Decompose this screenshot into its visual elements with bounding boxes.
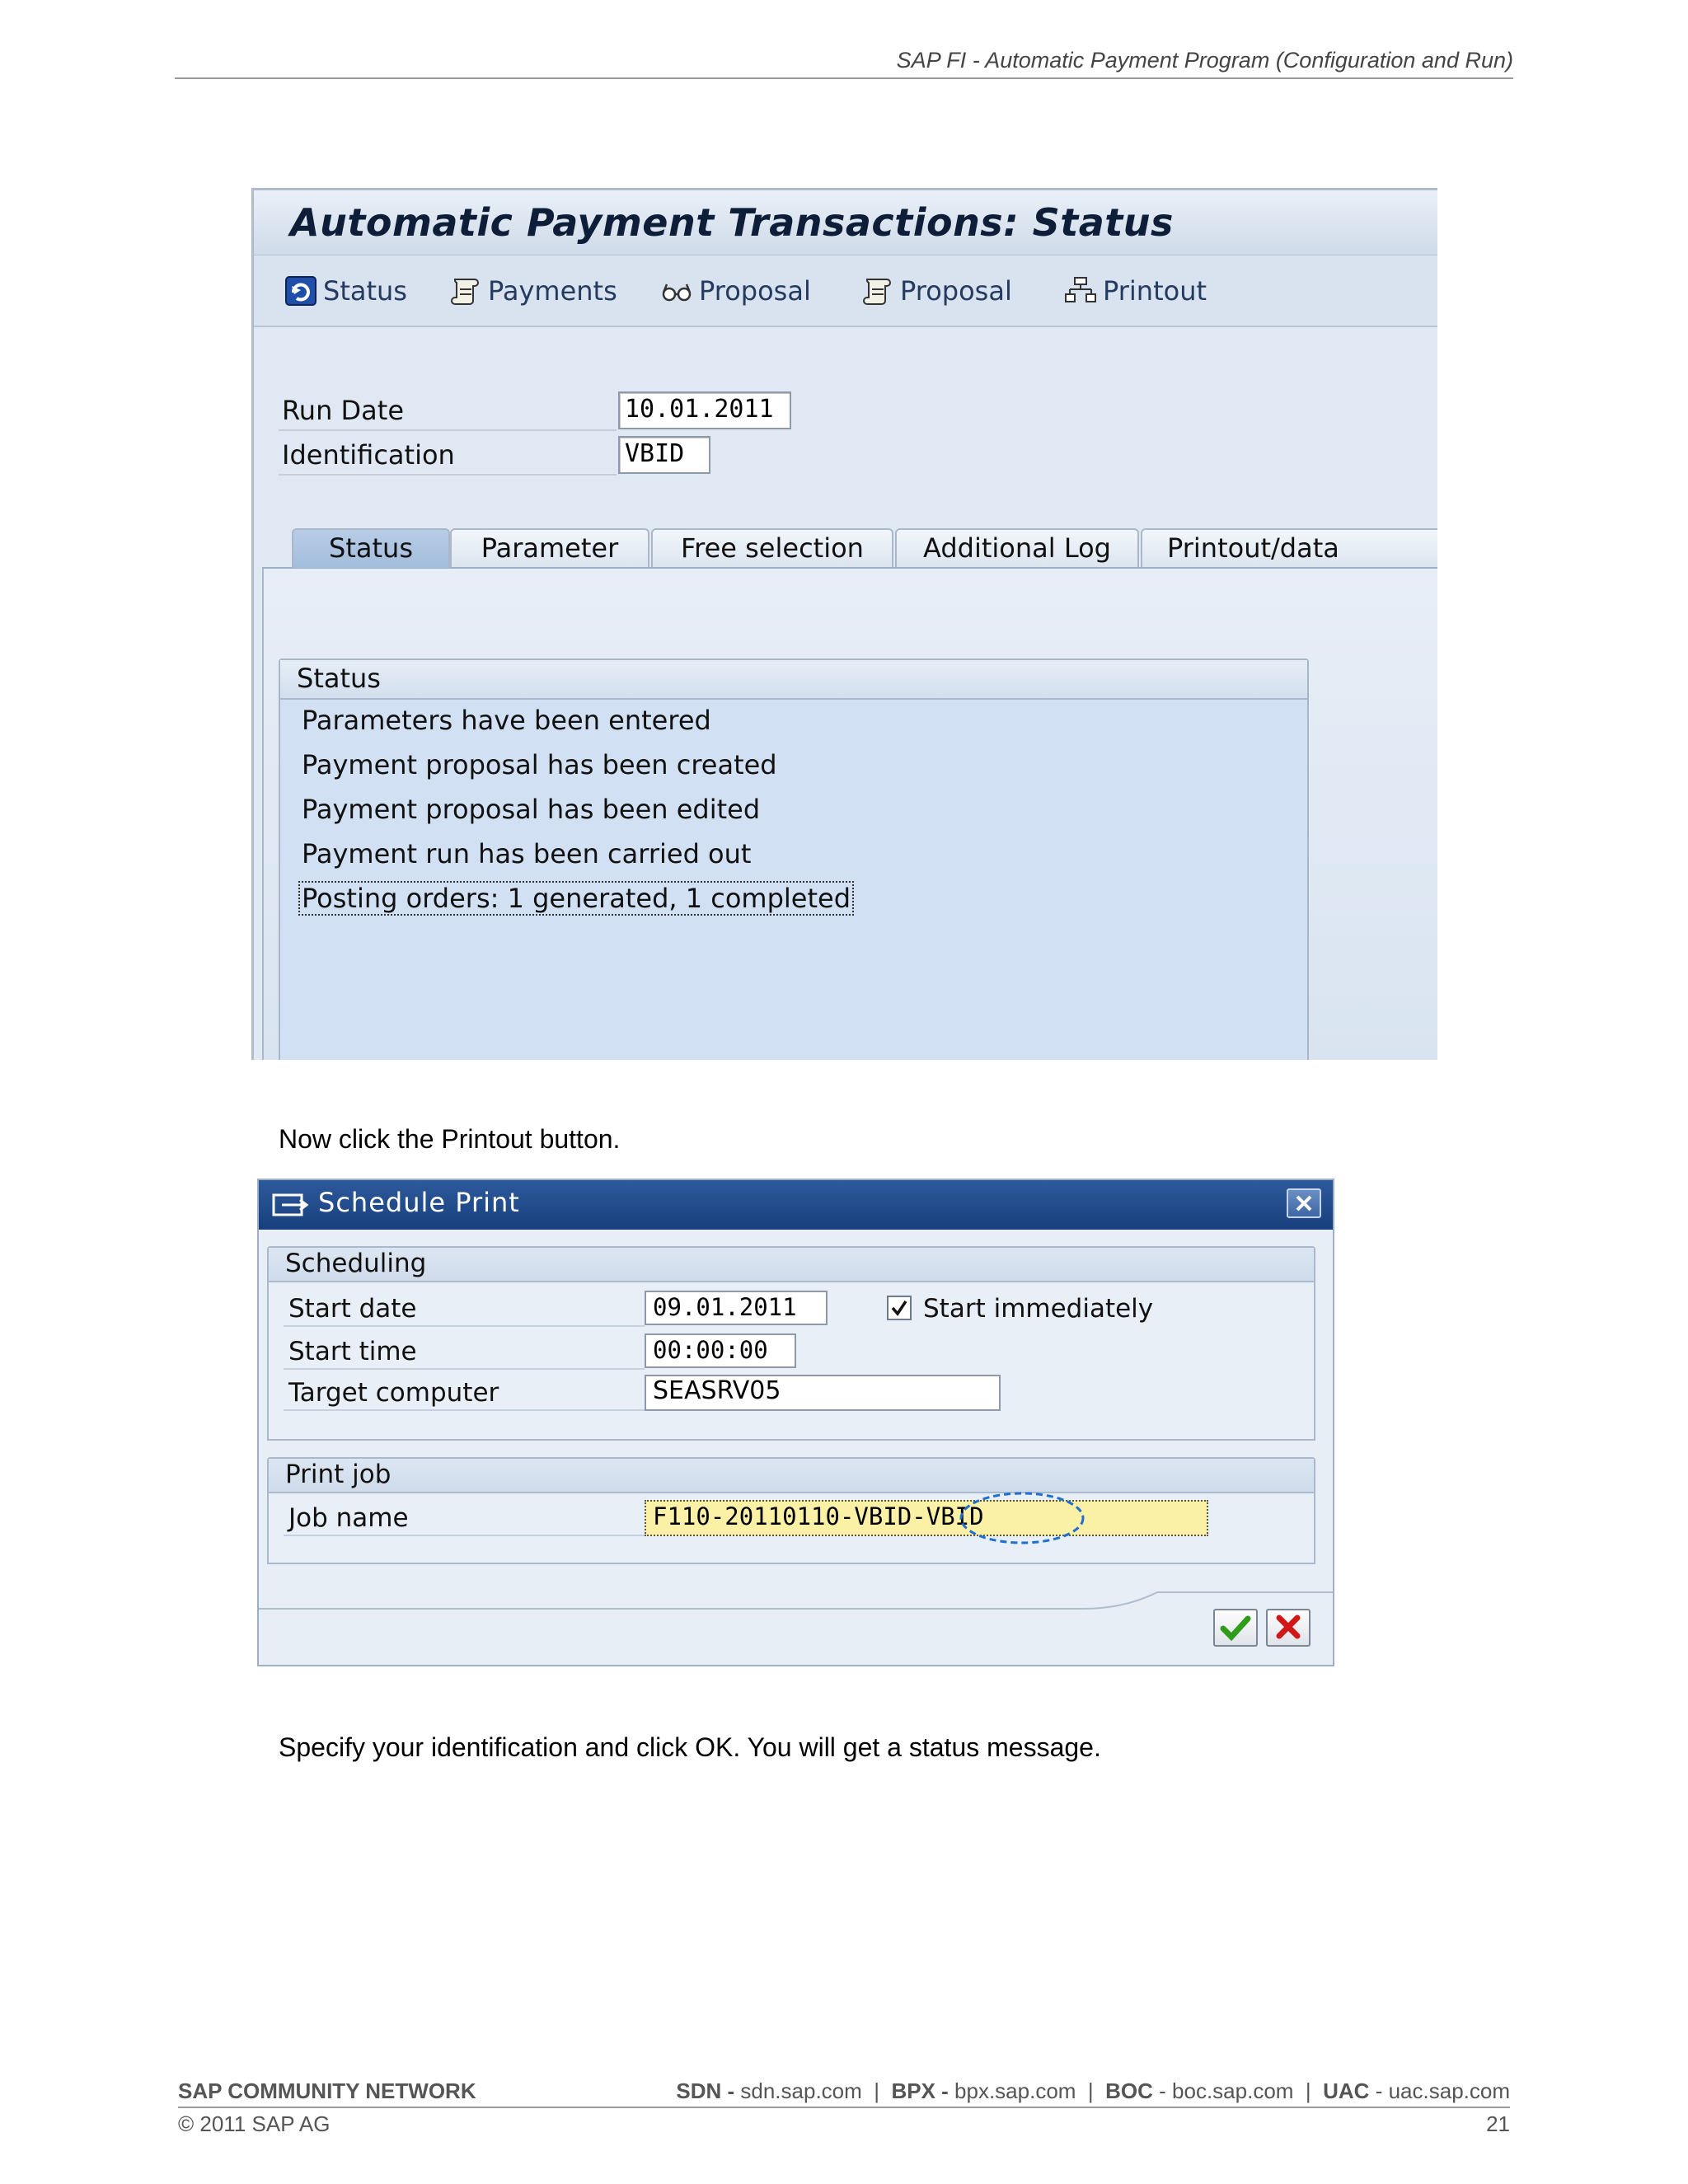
- toolbar-payments-label: Payments: [488, 275, 617, 307]
- tab-free-selection[interactable]: Free selection: [651, 528, 893, 568]
- dialog-title-bar: [259, 1180, 1333, 1230]
- toolbar-proposal-display-button[interactable]: [659, 274, 811, 307]
- glasses-icon: [659, 274, 696, 307]
- instruction-printout: Now click the Printout button.: [279, 1124, 621, 1154]
- status-line-posting-orders[interactable]: Posting orders: 1 generated, 1 completed: [298, 881, 854, 916]
- scheduling-group-title: Scheduling: [269, 1248, 1314, 1282]
- tab-printout-data-medium[interactable]: Printout/data: [1141, 528, 1437, 568]
- toolbar-proposal-edit-label: Proposal: [900, 275, 1012, 307]
- ok-button[interactable]: [1213, 1609, 1258, 1647]
- run-date-underline: [279, 429, 617, 431]
- job-name-label: Job name: [288, 1503, 409, 1533]
- dialog-title: Schedule Print: [318, 1187, 520, 1218]
- footer-separator: |: [1305, 2079, 1311, 2103]
- toolbar-status-button[interactable]: [284, 274, 407, 307]
- toolbar-proposal-display-label: Proposal: [699, 275, 811, 307]
- document-header-title: SAP FI - Automatic Payment Program (Configuration and Run): [896, 48, 1513, 73]
- page-number: 21: [1486, 2111, 1510, 2136]
- toolbar-proposal-edit-button[interactable]: [860, 274, 1012, 307]
- dialog-window-icon: [272, 1192, 310, 1218]
- footer-bpx-link[interactable]: bpx.sap.com: [954, 2079, 1076, 2103]
- status-screenshot: [251, 188, 1437, 1060]
- checkmark-icon: [1215, 1610, 1256, 1645]
- footer-separator: [259, 1582, 1334, 1615]
- application-toolbar: [254, 256, 1437, 327]
- footer-bpx-label: BPX -: [891, 2079, 949, 2103]
- instruction-specify-identification: Specify your identification and click OK. You will get a status message.: [279, 1732, 1101, 1762]
- run-date-label: Run Date: [282, 395, 405, 426]
- footer-dash: -: [1159, 2079, 1166, 2103]
- footer-copyright-row: [178, 2108, 1510, 2138]
- document-header: [175, 48, 1513, 79]
- identification-underline: [279, 474, 617, 476]
- close-icon: [1288, 1190, 1320, 1216]
- footer-copyright: © 2011 SAP AG: [178, 2111, 331, 2136]
- start-immediately-checkbox[interactable]: [887, 1296, 912, 1320]
- checkmark-icon: [889, 1297, 910, 1319]
- cancel-x-icon: [1268, 1610, 1309, 1645]
- toolbar-payments-button[interactable]: [448, 274, 617, 307]
- footer-sdn-label: SDN -: [676, 2079, 735, 2103]
- footer-boc-label: BOC: [1105, 2079, 1153, 2103]
- start-date-field[interactable]: 09.01.2011: [645, 1291, 828, 1325]
- tab-parameter[interactable]: Parameter: [450, 528, 649, 568]
- footer-boc-link[interactable]: boc.sap.com: [1172, 2079, 1294, 2103]
- status-line-proposal-edited: Payment proposal has been edited: [302, 794, 761, 825]
- job-name-field[interactable]: F110-20110110-VBID-VBID: [645, 1500, 1208, 1536]
- tab-status[interactable]: Status: [292, 528, 450, 568]
- start-time-label: Start time: [288, 1337, 417, 1366]
- identification-label: Identification: [282, 439, 455, 471]
- start-date-underline: [284, 1325, 645, 1327]
- footer-uac-label: UAC: [1323, 2079, 1370, 2103]
- start-time-field[interactable]: 00:00:00: [645, 1333, 796, 1368]
- refresh-icon: [284, 274, 320, 307]
- print-job-group-title: Print job: [269, 1459, 1314, 1493]
- footer-links: [676, 2079, 1510, 2104]
- job-name-underline: [284, 1535, 645, 1536]
- status-group-box: [279, 658, 1309, 1060]
- highlight-ellipse: [956, 1487, 1088, 1549]
- schedule-print-dialog: [257, 1179, 1334, 1666]
- print-tree-icon: [1063, 274, 1100, 307]
- start-time-underline: [284, 1368, 645, 1370]
- start-date-label: Start date: [288, 1294, 417, 1324]
- cancel-button[interactable]: [1266, 1609, 1311, 1647]
- dialog-close-button[interactable]: [1287, 1188, 1321, 1218]
- run-date-field[interactable]: 10.01.2011: [618, 391, 791, 429]
- target-computer-label: Target computer: [288, 1378, 499, 1408]
- footer-separator: |: [874, 2079, 879, 2103]
- screen-title-bar: [254, 190, 1437, 255]
- footer-network: SAP COMMUNITY NETWORK: [178, 2079, 476, 2103]
- toolbar-printout-label: Printout: [1103, 275, 1207, 307]
- status-line-proposal-created: Payment proposal has been created: [302, 749, 777, 780]
- status-group-title: Status: [280, 660, 1307, 700]
- document-footer: [178, 2077, 1510, 2138]
- tab-additional-log[interactable]: Additional Log: [895, 528, 1139, 568]
- target-computer-field[interactable]: SEASRV05: [645, 1375, 1001, 1411]
- status-line-parameters: Parameters have been entered: [302, 705, 711, 736]
- target-computer-underline: [284, 1409, 645, 1411]
- footer-dash: -: [1375, 2079, 1383, 2103]
- footer-links-row: [178, 2077, 1510, 2108]
- document-icon: [860, 274, 897, 307]
- footer-separator: |: [1087, 2079, 1094, 2103]
- toolbar-status-label: Status: [323, 275, 407, 307]
- footer-sdn-link[interactable]: sdn.sap.com: [740, 2079, 862, 2103]
- footer-uac-link[interactable]: uac.sap.com: [1388, 2079, 1510, 2103]
- start-immediately-label: Start immediately: [923, 1294, 1154, 1324]
- toolbar-printout-button[interactable]: [1063, 274, 1207, 307]
- status-line-payment-run: Payment run has been carried out: [302, 838, 752, 869]
- identification-field[interactable]: VBID: [618, 436, 710, 474]
- document-icon: [448, 274, 485, 307]
- screen-title: Automatic Payment Transactions: Status: [290, 200, 1174, 245]
